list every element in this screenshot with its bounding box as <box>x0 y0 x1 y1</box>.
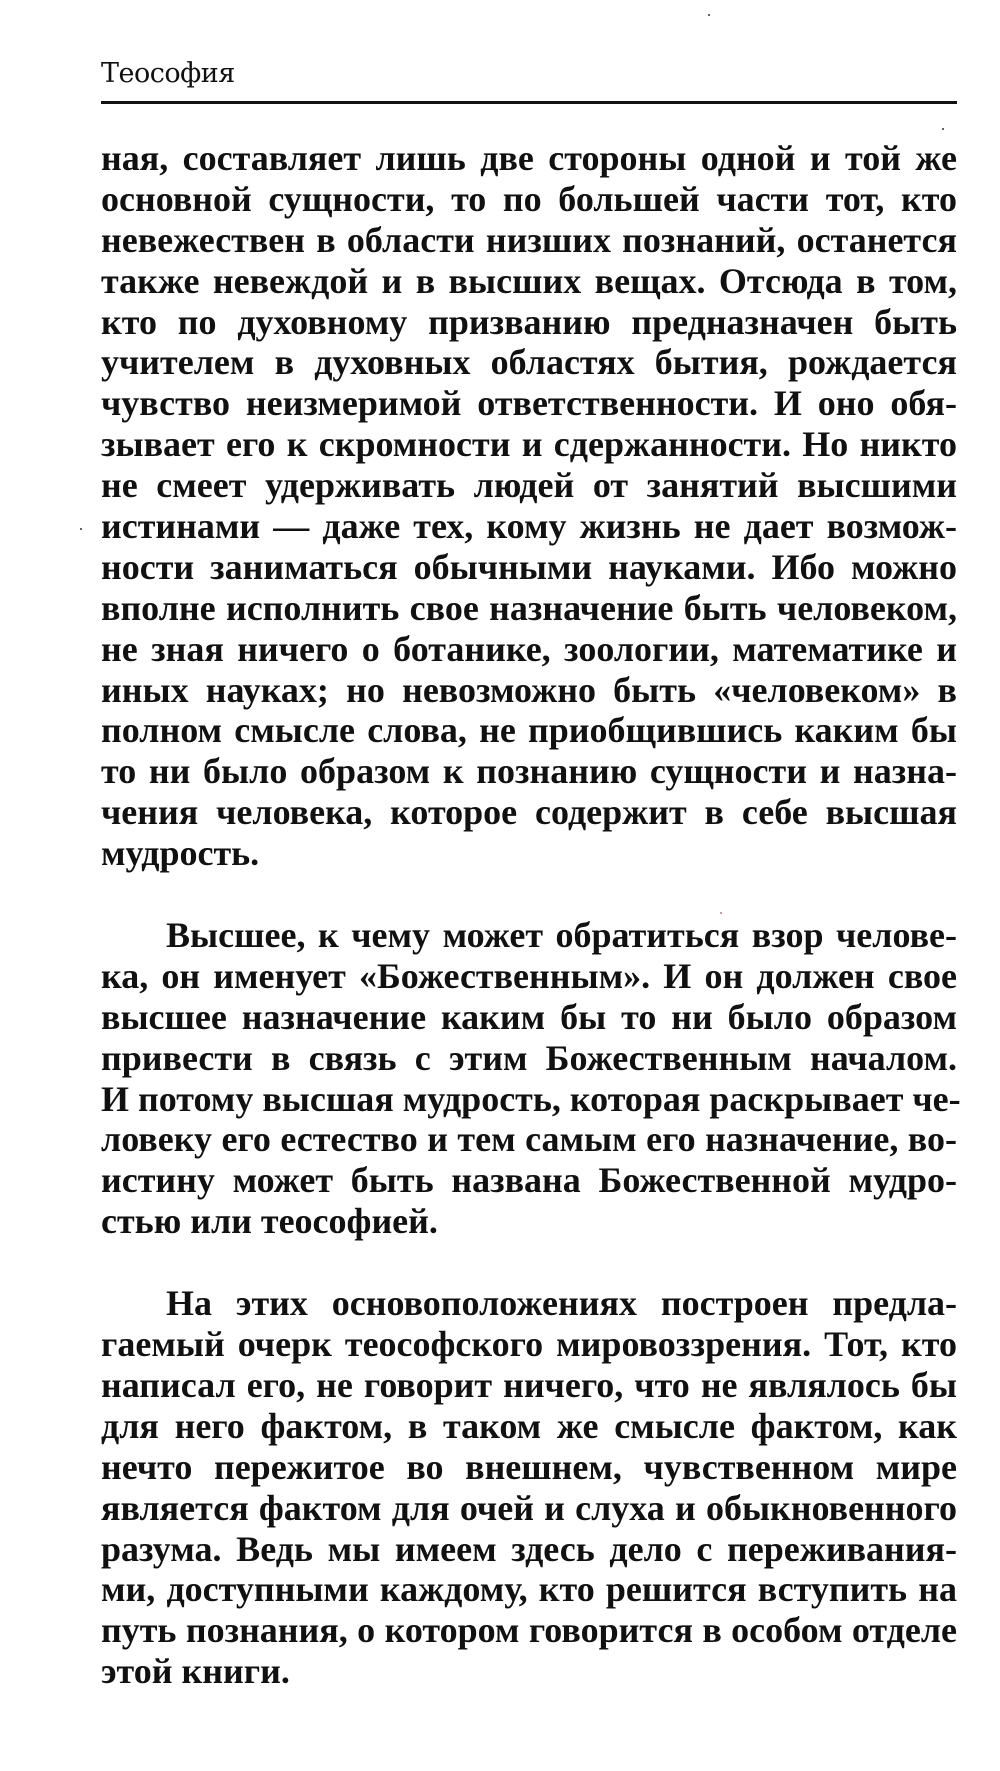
paragraph-gap <box>101 1242 957 1283</box>
text-line: Высшее, к чему может обратиться взор челове- <box>166 915 957 956</box>
paragraph-gap <box>101 874 957 915</box>
scan-speck <box>708 14 710 16</box>
text-line: полном смысле слова, не приобщившись каким бы <box>101 710 957 751</box>
text-line: разума. Ведь мы имеем здесь дело с переживания- <box>101 1528 957 1569</box>
text-line: учителем в духовных областях бытия, рождается <box>101 342 957 383</box>
text-line: этой книги. <box>101 1651 290 1692</box>
text-line: является фактом для очей и слуха и обыкновенного <box>101 1487 957 1528</box>
text-line: ная, составляет лишь две стороны одной и той же <box>101 138 957 178</box>
text-line: также невеждой и в высших вещах. Отсюда в том, <box>101 260 957 301</box>
text-line: высшее назначение каким бы то ни было образом <box>101 996 957 1037</box>
text-line: ловеку его естество и тем самым его назначение, во- <box>101 1119 957 1160</box>
paragraph <box>101 915 961 1242</box>
text-line: основной сущности, то по большей части тот, кто <box>101 178 957 219</box>
text-line: привести в связь с этим Божественным началом. <box>101 1037 957 1078</box>
text-line: не зная ничего о ботанике, зоологии, математике и <box>101 628 957 669</box>
paragraph <box>101 1283 957 1692</box>
text-line: гаемый очерк теософского мировоззрения. Тот, кто <box>101 1324 957 1365</box>
text-line: мудрость. <box>101 833 260 874</box>
text-line: истинами — даже тех, кому жизнь не дает возмож- <box>101 506 957 547</box>
text-line: кто по духовному призванию предназначен быть <box>101 301 957 342</box>
text-line: ка, он именует «Божественным». И он должен свое <box>101 955 957 996</box>
text-line: написал его, не говорит ничего, что не являлось бы <box>101 1364 957 1405</box>
text-line: И потому высшая мудрость, которая раскрывает че- <box>101 1078 961 1119</box>
text-line: На этих основоположениях построен предла- <box>166 1283 957 1324</box>
text-line: вполне исполнить свое назначение быть человеком, <box>101 587 957 628</box>
text-line: ми, доступными каждому, кто решится вступить на <box>101 1569 957 1610</box>
text-line: то ни было образом к познанию сущности и назна- <box>101 751 957 792</box>
running-head: Теософия <box>101 58 235 89</box>
text-line: нечто пережитое во внешнем, чувственном мире <box>101 1446 957 1487</box>
text-line: путь познания, о котором говорится в особом отделе <box>101 1610 957 1651</box>
text-line: зывает его к скромности и сдержанности. Но никто <box>101 424 957 465</box>
text-line: иных науках; но невозможно быть «человеком» в <box>101 669 957 710</box>
body-text <box>101 138 961 1692</box>
text-line: чувство неизмеримой ответственности. И оно обя- <box>101 383 957 424</box>
paragraph <box>101 138 957 874</box>
text-line: для него фактом, в таком же смысле фактом, как <box>101 1405 957 1446</box>
text-line: не смеет удерживать людей от занятий высшими <box>101 465 957 506</box>
text-line: чения человека, которое содержит в себе высшая <box>101 792 957 833</box>
text-line: истину может быть названа Божественной мудро- <box>101 1160 957 1201</box>
text-line: невежествен в области низших познаний, останется <box>101 219 957 260</box>
scan-speck <box>942 128 944 130</box>
text-line: стью или теософией. <box>101 1201 438 1242</box>
text-line: ности заниматься обычными науками. Ибо можно <box>101 546 957 587</box>
scan-speck <box>80 528 82 530</box>
header-rule <box>101 101 957 104</box>
